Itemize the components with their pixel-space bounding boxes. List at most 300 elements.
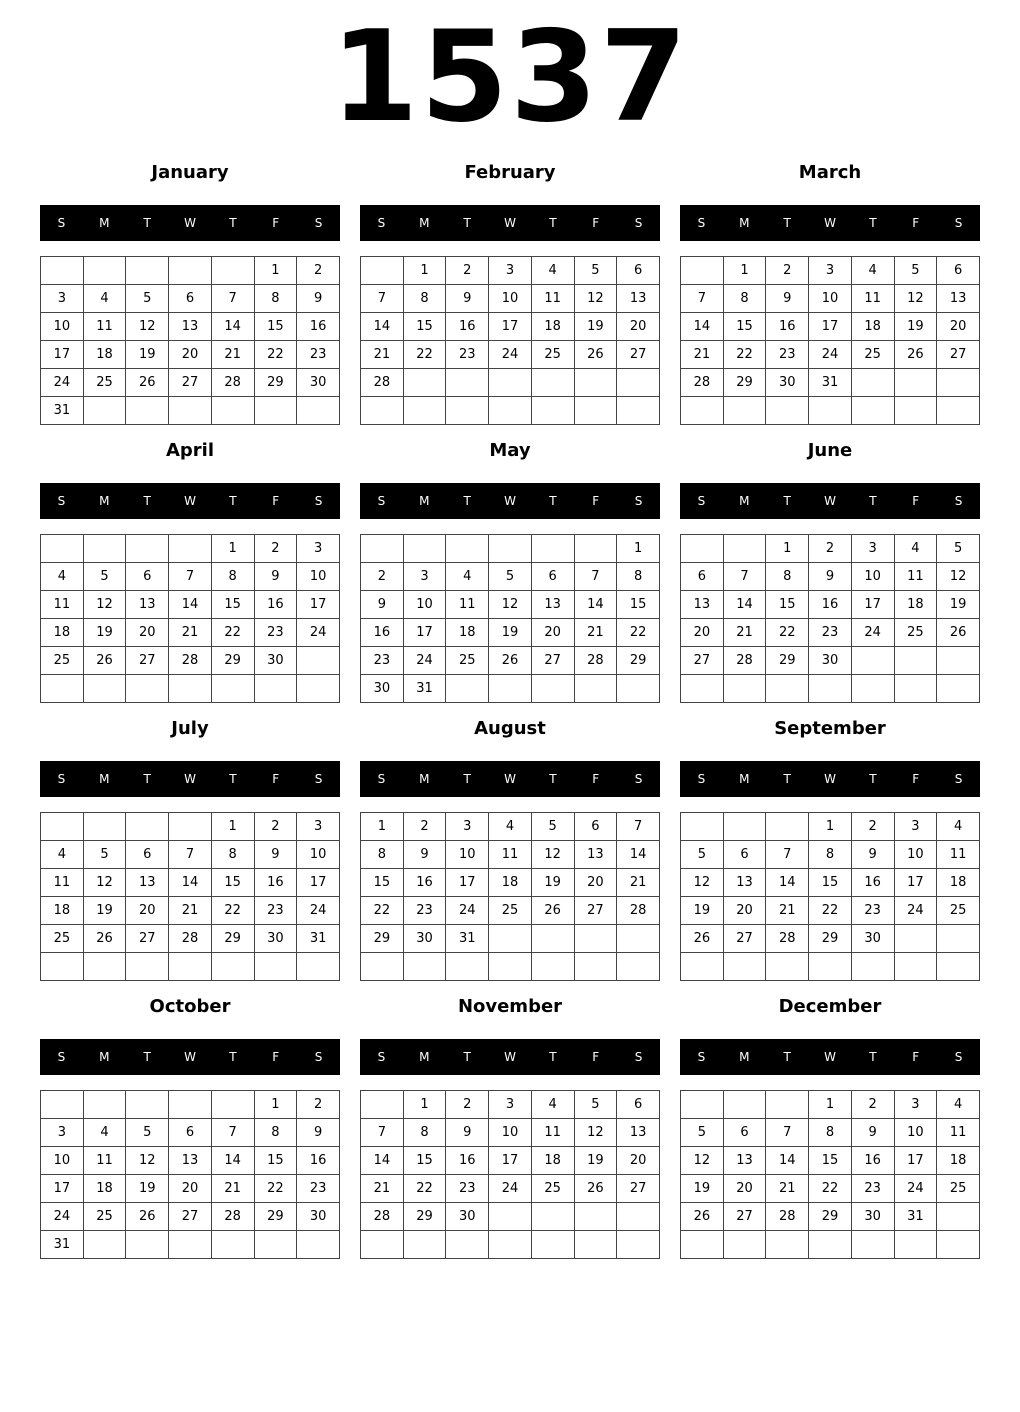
- weekday-header: [680, 761, 980, 797]
- day-cell: 9: [446, 1119, 489, 1147]
- day-cell: 21: [169, 897, 212, 925]
- day-cell: [937, 369, 980, 397]
- day-cell: [169, 1091, 212, 1119]
- weekday-label: W: [824, 772, 836, 786]
- day-cell: 1: [403, 1091, 446, 1119]
- week-row: [681, 1231, 980, 1259]
- day-cell: [937, 1203, 980, 1231]
- day-cell: 3: [297, 535, 340, 563]
- day-cell: [894, 953, 937, 981]
- day-cell: 23: [851, 897, 894, 925]
- day-cell: 7: [766, 1119, 809, 1147]
- day-cell: [403, 369, 446, 397]
- weekday-label: S: [697, 494, 706, 508]
- weekday-label: W: [824, 494, 836, 508]
- week-row: [361, 841, 660, 869]
- day-cell: 19: [894, 313, 937, 341]
- day-cell: 14: [361, 1147, 404, 1175]
- day-cell: 2: [297, 257, 340, 285]
- day-cell: 29: [723, 369, 766, 397]
- day-grid: [360, 1090, 660, 1259]
- day-cell: 17: [809, 313, 852, 341]
- week-row: [41, 591, 340, 619]
- day-cell: 16: [851, 869, 894, 897]
- weekday-label: W: [184, 494, 196, 508]
- day-cell: 9: [809, 563, 852, 591]
- day-cell: [574, 369, 617, 397]
- day-cell: 24: [41, 369, 84, 397]
- weekday-label: S: [954, 1050, 963, 1064]
- day-cell: [723, 1091, 766, 1119]
- day-cell: 25: [531, 341, 574, 369]
- day-cell: [574, 535, 617, 563]
- day-cell: 12: [126, 1147, 169, 1175]
- day-cell: 20: [681, 619, 724, 647]
- day-cell: 17: [41, 341, 84, 369]
- weekday-label: F: [272, 1050, 280, 1064]
- day-cell: 9: [361, 591, 404, 619]
- day-cell: [894, 675, 937, 703]
- week-row: [681, 285, 980, 313]
- day-cell: 9: [297, 285, 340, 313]
- day-cell: 31: [41, 397, 84, 425]
- day-cell: 18: [894, 591, 937, 619]
- day-cell: [169, 257, 212, 285]
- day-cell: [126, 1091, 169, 1119]
- day-cell: 12: [894, 285, 937, 313]
- day-cell: 4: [41, 563, 84, 591]
- day-cell: 5: [489, 563, 532, 591]
- day-cell: 20: [723, 897, 766, 925]
- week-row: [361, 647, 660, 675]
- day-cell: 19: [83, 619, 126, 647]
- weekday-label: M: [739, 772, 750, 786]
- weekday-label: F: [912, 216, 920, 230]
- day-cell: 25: [446, 647, 489, 675]
- day-cell: 26: [531, 897, 574, 925]
- day-cell: [681, 257, 724, 285]
- day-cell: [41, 813, 84, 841]
- day-cell: 29: [211, 647, 254, 675]
- day-cell: 9: [254, 563, 297, 591]
- day-cell: 11: [83, 313, 126, 341]
- day-cell: 12: [574, 1119, 617, 1147]
- day-cell: 30: [403, 925, 446, 953]
- day-cell: 10: [489, 285, 532, 313]
- week-row: [361, 369, 660, 397]
- weekday-label: T: [229, 494, 237, 508]
- month-title: March: [798, 162, 862, 183]
- day-cell: 6: [723, 1119, 766, 1147]
- day-cell: 13: [126, 591, 169, 619]
- day-cell: 23: [254, 897, 297, 925]
- day-cell: 8: [254, 285, 297, 313]
- day-cell: 1: [211, 813, 254, 841]
- day-cell: 2: [361, 563, 404, 591]
- weekday-label: T: [869, 494, 877, 508]
- day-cell: 14: [681, 313, 724, 341]
- day-cell: [297, 1231, 340, 1259]
- weekday-label: S: [634, 1050, 643, 1064]
- day-cell: 18: [41, 619, 84, 647]
- day-cell: [851, 1231, 894, 1259]
- weekday-label: F: [912, 494, 920, 508]
- day-cell: 22: [361, 897, 404, 925]
- day-cell: 15: [403, 1147, 446, 1175]
- day-cell: 27: [126, 925, 169, 953]
- day-cell: 4: [851, 257, 894, 285]
- day-cell: 5: [83, 563, 126, 591]
- day-cell: 19: [83, 897, 126, 925]
- week-row: [41, 341, 340, 369]
- month-title: August: [474, 718, 546, 739]
- day-cell: 14: [211, 1147, 254, 1175]
- week-row: [41, 619, 340, 647]
- day-cell: 13: [169, 1147, 212, 1175]
- day-cell: 28: [617, 897, 660, 925]
- day-cell: [83, 1091, 126, 1119]
- day-cell: 13: [681, 591, 724, 619]
- weekday-label: T: [143, 1050, 151, 1064]
- day-cell: [126, 953, 169, 981]
- week-row: [681, 1091, 980, 1119]
- day-cell: 12: [489, 591, 532, 619]
- weekday-label: W: [184, 772, 196, 786]
- day-cell: [617, 925, 660, 953]
- weekday-label: M: [99, 494, 110, 508]
- day-cell: 22: [403, 341, 446, 369]
- day-cell: 16: [446, 1147, 489, 1175]
- week-row: [41, 813, 340, 841]
- day-cell: 25: [41, 925, 84, 953]
- day-cell: 23: [361, 647, 404, 675]
- week-row: [361, 1091, 660, 1119]
- weekday-label: S: [634, 216, 643, 230]
- day-cell: [169, 953, 212, 981]
- day-cell: 1: [617, 535, 660, 563]
- day-cell: 7: [361, 285, 404, 313]
- day-cell: 19: [937, 591, 980, 619]
- day-cell: [851, 397, 894, 425]
- day-cell: 4: [531, 1091, 574, 1119]
- day-cell: 11: [531, 285, 574, 313]
- day-cell: [574, 1231, 617, 1259]
- day-cell: [531, 925, 574, 953]
- day-cell: 30: [254, 647, 297, 675]
- day-cell: 21: [211, 1175, 254, 1203]
- week-row: [41, 397, 340, 425]
- week-row: [41, 1203, 340, 1231]
- day-cell: 5: [574, 1091, 617, 1119]
- week-row: [41, 675, 340, 703]
- day-cell: 30: [851, 1203, 894, 1231]
- day-cell: 8: [723, 285, 766, 313]
- day-cell: 4: [937, 813, 980, 841]
- day-cell: 17: [894, 1147, 937, 1175]
- weekday-label: T: [463, 216, 471, 230]
- day-cell: 1: [211, 535, 254, 563]
- day-cell: 26: [489, 647, 532, 675]
- day-cell: [41, 1091, 84, 1119]
- weekday-header: [680, 483, 980, 519]
- week-row: [361, 869, 660, 897]
- week-row: [681, 1175, 980, 1203]
- week-row: [361, 397, 660, 425]
- day-cell: [574, 925, 617, 953]
- day-cell: 20: [169, 1175, 212, 1203]
- weekday-label: M: [739, 216, 750, 230]
- day-cell: 21: [723, 619, 766, 647]
- day-cell: 7: [169, 563, 212, 591]
- weekday-label: S: [697, 216, 706, 230]
- day-cell: 3: [41, 285, 84, 313]
- day-cell: 4: [83, 1119, 126, 1147]
- day-cell: 30: [361, 675, 404, 703]
- day-cell: 17: [446, 869, 489, 897]
- day-cell: [254, 675, 297, 703]
- day-cell: 16: [403, 869, 446, 897]
- day-cell: 7: [169, 841, 212, 869]
- day-cell: 5: [894, 257, 937, 285]
- day-cell: 16: [297, 313, 340, 341]
- day-cell: 16: [297, 1147, 340, 1175]
- day-cell: 17: [851, 591, 894, 619]
- day-grid: [40, 812, 340, 981]
- day-cell: 31: [894, 1203, 937, 1231]
- day-cell: [766, 1091, 809, 1119]
- day-cell: 17: [41, 1175, 84, 1203]
- day-cell: [41, 535, 84, 563]
- day-cell: 29: [809, 925, 852, 953]
- day-cell: 26: [574, 341, 617, 369]
- day-cell: 10: [446, 841, 489, 869]
- day-cell: 17: [489, 313, 532, 341]
- day-cell: [617, 1231, 660, 1259]
- day-cell: 15: [403, 313, 446, 341]
- weekday-label: W: [824, 1050, 836, 1064]
- day-cell: 6: [617, 257, 660, 285]
- day-cell: 30: [809, 647, 852, 675]
- week-row: [681, 313, 980, 341]
- day-cell: 15: [254, 1147, 297, 1175]
- day-cell: 24: [297, 897, 340, 925]
- weekday-label: T: [869, 772, 877, 786]
- day-cell: [446, 535, 489, 563]
- weekday-label: F: [272, 216, 280, 230]
- weekday-label: S: [377, 216, 386, 230]
- day-cell: 2: [403, 813, 446, 841]
- weekday-label: S: [697, 1050, 706, 1064]
- day-cell: [446, 1231, 489, 1259]
- day-cell: 6: [169, 1119, 212, 1147]
- day-cell: [126, 813, 169, 841]
- day-cell: 21: [361, 341, 404, 369]
- day-cell: [489, 397, 532, 425]
- day-cell: [574, 675, 617, 703]
- day-cell: [809, 675, 852, 703]
- weekday-label: M: [419, 1050, 430, 1064]
- day-cell: 11: [446, 591, 489, 619]
- weekday-label: T: [143, 216, 151, 230]
- day-cell: 27: [723, 925, 766, 953]
- day-cell: 8: [809, 841, 852, 869]
- weekday-label: W: [504, 494, 516, 508]
- day-cell: 28: [723, 647, 766, 675]
- day-cell: 26: [894, 341, 937, 369]
- day-cell: 11: [531, 1119, 574, 1147]
- day-cell: 19: [489, 619, 532, 647]
- day-cell: 18: [489, 869, 532, 897]
- day-cell: 4: [937, 1091, 980, 1119]
- day-cell: [361, 535, 404, 563]
- day-cell: 16: [809, 591, 852, 619]
- day-cell: [489, 1231, 532, 1259]
- day-cell: 7: [617, 813, 660, 841]
- day-cell: 15: [254, 313, 297, 341]
- day-cell: 2: [851, 1091, 894, 1119]
- week-row: [41, 647, 340, 675]
- week-row: [681, 675, 980, 703]
- day-cell: 12: [681, 1147, 724, 1175]
- day-cell: 21: [766, 897, 809, 925]
- day-cell: 30: [851, 925, 894, 953]
- day-cell: 20: [126, 619, 169, 647]
- day-cell: 7: [723, 563, 766, 591]
- day-cell: [681, 397, 724, 425]
- day-cell: 14: [766, 869, 809, 897]
- day-cell: [211, 675, 254, 703]
- week-row: [41, 925, 340, 953]
- day-cell: 16: [766, 313, 809, 341]
- day-cell: 28: [361, 369, 404, 397]
- day-cell: 13: [574, 841, 617, 869]
- day-cell: [894, 369, 937, 397]
- day-cell: 6: [531, 563, 574, 591]
- week-row: [681, 1119, 980, 1147]
- weekday-label: T: [463, 494, 471, 508]
- week-row: [41, 841, 340, 869]
- day-cell: 30: [297, 1203, 340, 1231]
- week-row: [41, 535, 340, 563]
- day-cell: [297, 675, 340, 703]
- day-cell: 22: [254, 1175, 297, 1203]
- day-cell: [574, 953, 617, 981]
- weekday-label: M: [739, 1050, 750, 1064]
- week-row: [681, 257, 980, 285]
- day-cell: [211, 1231, 254, 1259]
- day-cell: [403, 1231, 446, 1259]
- day-cell: 16: [851, 1147, 894, 1175]
- day-cell: [126, 535, 169, 563]
- day-cell: [766, 397, 809, 425]
- day-cell: 20: [531, 619, 574, 647]
- day-cell: 8: [403, 1119, 446, 1147]
- day-cell: 19: [681, 1175, 724, 1203]
- day-cell: 25: [894, 619, 937, 647]
- day-cell: [681, 1091, 724, 1119]
- day-cell: 5: [574, 257, 617, 285]
- week-row: [681, 563, 980, 591]
- day-cell: 27: [617, 341, 660, 369]
- day-cell: [126, 257, 169, 285]
- day-cell: 11: [489, 841, 532, 869]
- day-cell: [809, 953, 852, 981]
- day-cell: 7: [766, 841, 809, 869]
- day-cell: 30: [446, 1203, 489, 1231]
- day-cell: [403, 535, 446, 563]
- week-row: [41, 369, 340, 397]
- day-cell: 21: [617, 869, 660, 897]
- day-cell: 13: [617, 285, 660, 313]
- weekday-label: W: [504, 216, 516, 230]
- day-cell: [361, 397, 404, 425]
- day-cell: 24: [41, 1203, 84, 1231]
- day-cell: 28: [766, 1203, 809, 1231]
- day-cell: 6: [169, 285, 212, 313]
- weekday-label: S: [314, 216, 323, 230]
- day-cell: 20: [617, 1147, 660, 1175]
- day-cell: [83, 813, 126, 841]
- day-cell: 29: [617, 647, 660, 675]
- day-cell: [489, 925, 532, 953]
- day-cell: 26: [574, 1175, 617, 1203]
- day-cell: [681, 813, 724, 841]
- weekday-label: T: [549, 1050, 557, 1064]
- weekday-label: F: [592, 494, 600, 508]
- weekday-header: [40, 761, 340, 797]
- day-cell: [617, 397, 660, 425]
- day-cell: 17: [489, 1147, 532, 1175]
- week-row: [41, 953, 340, 981]
- day-cell: 14: [211, 313, 254, 341]
- week-row: [361, 535, 660, 563]
- day-cell: [169, 535, 212, 563]
- week-row: [681, 925, 980, 953]
- day-cell: [723, 953, 766, 981]
- day-cell: 26: [937, 619, 980, 647]
- day-cell: [809, 1231, 852, 1259]
- day-cell: 27: [723, 1203, 766, 1231]
- day-cell: 1: [254, 257, 297, 285]
- weekday-label: S: [57, 494, 66, 508]
- weekday-label: S: [57, 216, 66, 230]
- day-cell: 13: [169, 313, 212, 341]
- day-cell: 3: [403, 563, 446, 591]
- day-cell: [681, 953, 724, 981]
- day-cell: 3: [446, 813, 489, 841]
- day-cell: [83, 675, 126, 703]
- day-cell: 10: [894, 1119, 937, 1147]
- day-cell: [617, 953, 660, 981]
- weekday-label: T: [143, 772, 151, 786]
- month-title: November: [457, 996, 563, 1017]
- day-cell: 18: [937, 1147, 980, 1175]
- day-cell: [681, 535, 724, 563]
- day-cell: 7: [211, 285, 254, 313]
- day-cell: 15: [723, 313, 766, 341]
- day-cell: 26: [681, 1203, 724, 1231]
- day-cell: 24: [809, 341, 852, 369]
- day-cell: [403, 953, 446, 981]
- weekday-label: M: [99, 216, 110, 230]
- day-cell: [574, 397, 617, 425]
- day-cell: 19: [126, 341, 169, 369]
- day-cell: 28: [169, 925, 212, 953]
- week-row: [361, 813, 660, 841]
- day-cell: [169, 675, 212, 703]
- day-cell: 14: [574, 591, 617, 619]
- day-cell: 9: [766, 285, 809, 313]
